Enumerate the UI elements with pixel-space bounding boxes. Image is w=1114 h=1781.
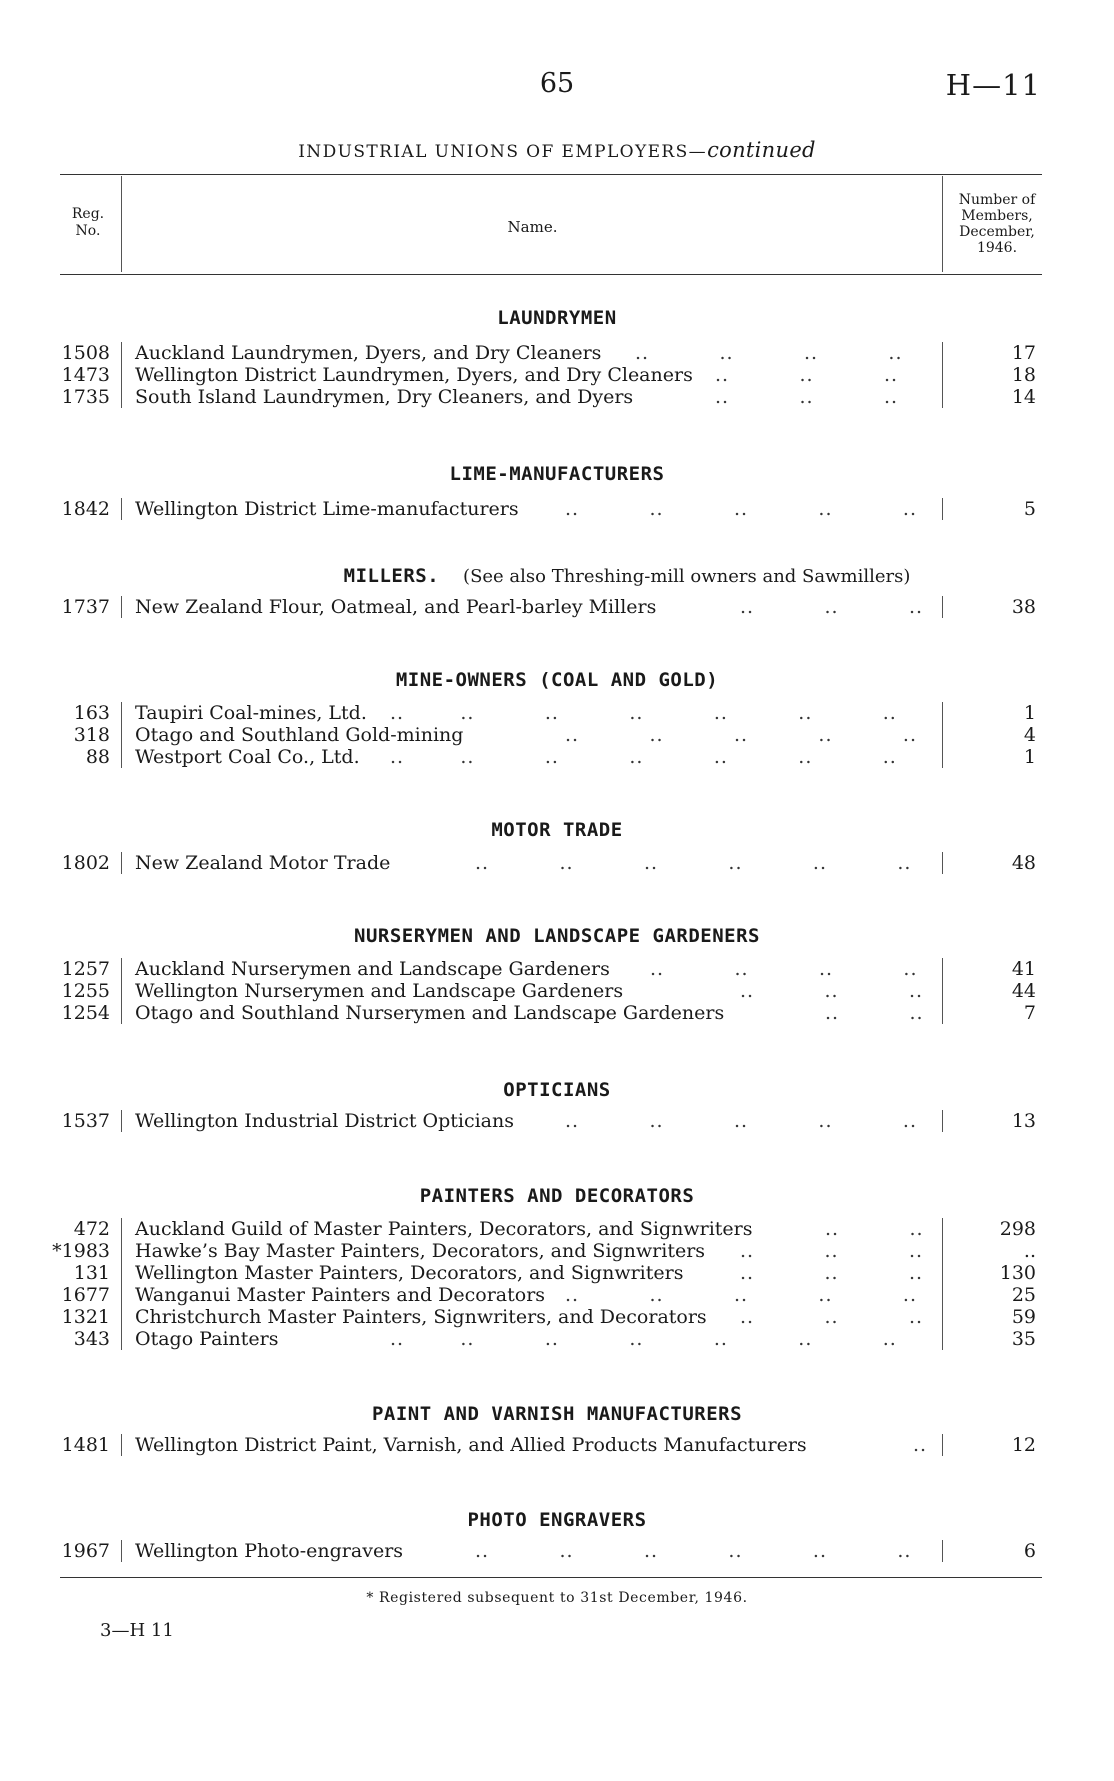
section-title: OPTICIANS	[503, 1079, 611, 1101]
page-title-main: INDUSTRIAL UNIONS OF EMPLOYERS—	[298, 142, 708, 162]
table-row	[0, 342, 1114, 364]
column-header-reg-no	[58, 206, 118, 240]
reg-number: 1677	[61, 1284, 110, 1306]
footnote: * Registered subsequent to 31st December, 1946.	[366, 1590, 748, 1606]
dot-leader: .. .. .. .. ..	[565, 1284, 917, 1306]
union-name: Hawke’s Bay Master Painters, Decorators, and Signwriters	[135, 1240, 706, 1262]
section-title	[70, 564, 1114, 589]
union-name: Wellington District Lime-manufacturers	[135, 498, 519, 520]
member-count: 4	[1023, 724, 1036, 746]
section-title: LIME-MANUFACTURERS	[449, 463, 665, 485]
page-number: 65	[539, 68, 575, 99]
table-top-rule	[60, 174, 1042, 175]
reg-number: *1983	[52, 1240, 110, 1262]
dot-leader: .. .. ..	[740, 1262, 924, 1284]
table-row	[0, 1284, 1114, 1306]
table-row	[0, 1540, 1114, 1562]
reg-number: 1257	[61, 958, 110, 980]
table-row	[0, 958, 1114, 980]
section-title: LAUNDRYMEN	[497, 307, 617, 329]
dot-leader: .. .. .. .. .. ..	[475, 852, 912, 874]
table-row	[0, 1434, 1114, 1456]
page-title-continued: continued	[707, 138, 816, 162]
section-title: PAINTERS AND DECORATORS	[419, 1185, 695, 1207]
reg-number: 1473	[61, 364, 110, 386]
union-name: Otago Painters	[135, 1328, 279, 1350]
dot-leader: .. .. ..	[740, 1306, 924, 1328]
member-count: 12	[1011, 1434, 1036, 1456]
dot-leader: .. .. ..	[740, 1240, 924, 1262]
table-row	[0, 596, 1114, 618]
table-row	[0, 386, 1114, 408]
member-count: 1	[1023, 746, 1036, 768]
union-name: Wanganui Master Painters and Decorators	[135, 1284, 546, 1306]
member-count: 14	[1011, 386, 1036, 408]
reg-number: 1537	[61, 1110, 110, 1132]
reg-number: 88	[85, 746, 110, 768]
dot-leader: .. .. ..	[715, 386, 899, 408]
header-divider-left	[121, 176, 122, 272]
reg-number: 163	[73, 702, 110, 724]
table-header-rule	[60, 274, 1042, 275]
reg-number: 1255	[61, 980, 110, 1002]
reg-number: 1967	[61, 1540, 110, 1562]
reg-number: 1254	[61, 1002, 110, 1024]
reg-header-line2: No.	[75, 223, 101, 239]
member-count: 35	[1011, 1328, 1036, 1350]
member-count: 5	[1023, 498, 1036, 520]
member-count: 38	[1011, 596, 1036, 618]
union-name: Auckland Nurserymen and Landscape Gardeners	[135, 958, 610, 980]
table-row	[0, 364, 1114, 386]
union-name: Westport Coal Co., Ltd.	[135, 746, 360, 768]
dot-leader: .. .. .. .. ..	[565, 724, 917, 746]
union-name: South Island Laundrymen, Dry Cleaners, and Dyers	[135, 386, 634, 408]
dot-leader: .. .. .. .. ..	[565, 1110, 917, 1132]
dot-leader: .. .. ..	[715, 364, 899, 386]
member-count: 1	[1023, 702, 1036, 724]
union-name: Wellington Nurserymen and Landscape Gardeners	[135, 980, 624, 1002]
table-row	[0, 498, 1114, 520]
reg-number: 1481	[61, 1434, 110, 1456]
union-name: Wellington Photo-engravers	[135, 1540, 404, 1562]
dot-leader: .. ..	[825, 1002, 924, 1024]
table-row	[0, 1262, 1114, 1284]
section-title-text: MILLERS.	[343, 565, 440, 587]
union-name: New Zealand Motor Trade	[135, 852, 391, 874]
dot-leader: ..	[913, 1434, 928, 1456]
member-count: 6	[1023, 1540, 1036, 1562]
member-count: ..	[1023, 1240, 1036, 1262]
table-row	[0, 852, 1114, 874]
table-row	[0, 1328, 1114, 1350]
reg-number: 1321	[61, 1306, 110, 1328]
table-bottom-rule	[60, 1577, 1042, 1578]
section-title: PAINT AND VARNISH MANUFACTURERS	[371, 1403, 743, 1425]
reg-number: 318	[73, 724, 110, 746]
member-count: 41	[1011, 958, 1036, 980]
members-header-line2: Members,	[961, 208, 1033, 224]
member-count: 48	[1011, 852, 1036, 874]
table-row	[0, 702, 1114, 724]
member-count: 13	[1011, 1110, 1036, 1132]
section-note: (See also Threshing-mill owners and Sawmillers)	[463, 566, 911, 587]
dot-leader: .. .. .. .. .. .. ..	[390, 746, 897, 768]
section-title: MOTOR TRADE	[491, 819, 623, 841]
union-name: Wellington District Paint, Varnish, and Allied Products Manufacturers	[135, 1434, 807, 1456]
reg-header-line1: Reg.	[71, 206, 105, 222]
dot-leader: .. .. .. .. .. ..	[475, 1540, 912, 1562]
dot-leader: .. .. .. .. .. .. ..	[390, 1328, 897, 1350]
union-name: Otago and Southland Gold-mining	[135, 724, 464, 746]
union-name: Auckland Guild of Master Painters, Decorators, and Signwriters	[135, 1218, 753, 1240]
column-header-members	[947, 192, 1047, 256]
member-count: 59	[1011, 1306, 1036, 1328]
union-name: Wellington Master Painters, Decorators, and Signwriters	[135, 1262, 684, 1284]
dot-leader: .. ..	[825, 1218, 924, 1240]
member-count: 25	[1011, 1284, 1036, 1306]
members-header-line1: Number of	[958, 192, 1036, 208]
document-code: H—11	[945, 68, 1041, 102]
union-name: Taupiri Coal-mines, Ltd.	[135, 702, 367, 724]
table-row	[0, 1240, 1114, 1262]
member-count: 130	[999, 1262, 1036, 1284]
reg-number: 131	[73, 1262, 110, 1284]
table-row	[0, 746, 1114, 768]
union-name: Christchurch Master Painters, Signwriters, and Decorators	[135, 1306, 707, 1328]
column-header-name: Name.	[507, 218, 558, 236]
table-row	[0, 980, 1114, 1002]
section-title: PHOTO ENGRAVERS	[467, 1509, 647, 1531]
union-name: Wellington District Laundrymen, Dyers, and Dry Cleaners	[135, 364, 693, 386]
table-row	[0, 1306, 1114, 1328]
reg-number: 343	[73, 1328, 110, 1350]
union-name: New Zealand Flour, Oatmeal, and Pearl-barley Millers	[135, 596, 657, 618]
member-count: 298	[999, 1218, 1036, 1240]
reg-number: 1802	[61, 852, 110, 874]
dot-leader: .. .. .. .. ..	[565, 498, 917, 520]
union-name: Auckland Laundrymen, Dyers, and Dry Cleaners	[135, 342, 602, 364]
reg-number: 472	[73, 1218, 110, 1240]
table-row	[0, 1002, 1114, 1024]
page-title	[0, 138, 1114, 162]
members-header-line3: December,	[959, 224, 1035, 240]
table-row	[0, 1218, 1114, 1240]
union-name: Otago and Southland Nurserymen and Landscape Gardeners	[135, 1002, 725, 1024]
reg-number: 1842	[61, 498, 110, 520]
dot-leader: .. .. .. .. .. .. ..	[390, 702, 897, 724]
table-row	[0, 724, 1114, 746]
member-count: 18	[1011, 364, 1036, 386]
member-count: 7	[1023, 1002, 1036, 1024]
section-title: MINE-OWNERS (COAL AND GOLD)	[395, 669, 719, 691]
dot-leader: .. .. ..	[740, 980, 924, 1002]
table-row	[0, 1110, 1114, 1132]
union-name: Wellington Industrial District Opticians	[135, 1110, 514, 1132]
member-count: 17	[1011, 342, 1036, 364]
members-header-line4: 1946.	[976, 240, 1018, 256]
dot-leader: .. .. .. ..	[635, 342, 903, 364]
header-divider-right	[942, 176, 943, 272]
member-count: 44	[1011, 980, 1036, 1002]
dot-leader: .. .. ..	[740, 596, 924, 618]
section-title: NURSERYMEN AND LANDSCAPE GARDENERS	[354, 925, 760, 947]
dot-leader: .. .. .. ..	[650, 958, 918, 980]
reg-number: 1737	[61, 596, 110, 618]
reg-number: 1735	[61, 386, 110, 408]
footer-code: 3—H 11	[100, 1620, 174, 1641]
reg-number: 1508	[61, 342, 110, 364]
